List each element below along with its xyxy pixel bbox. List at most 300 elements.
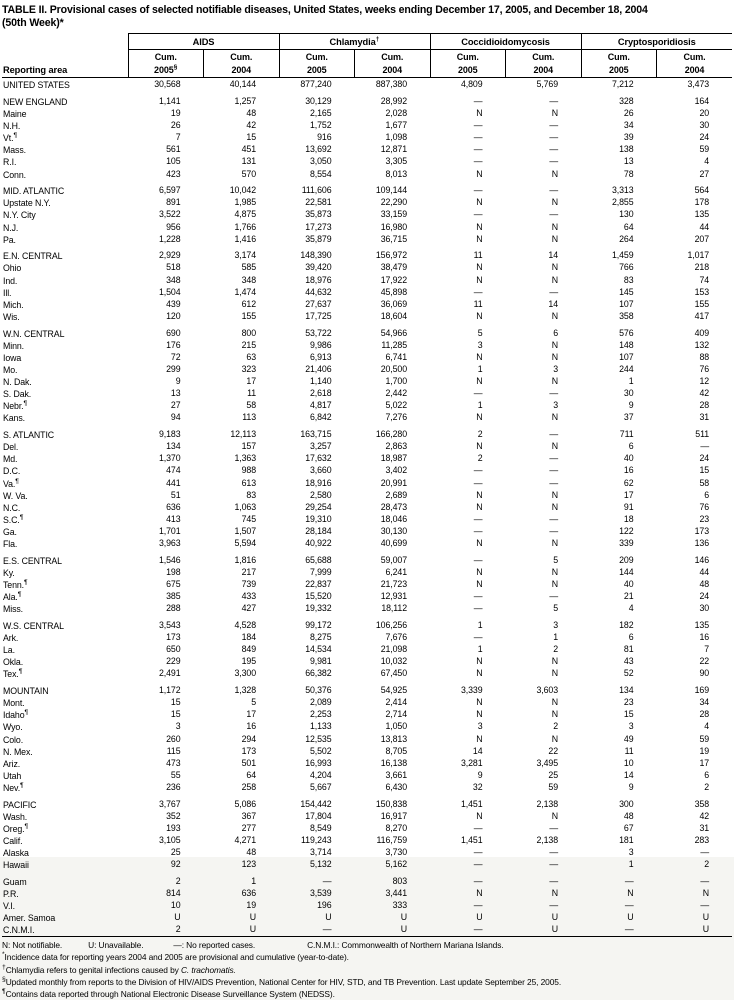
value-cell: 8,549 [309, 822, 332, 833]
value-cell: N [476, 538, 483, 549]
table-row [2, 375, 732, 387]
value-cell: 42 [699, 388, 710, 399]
value-cell: 3 [477, 721, 483, 732]
value-cell: — [473, 95, 483, 106]
value-cell: 2 [477, 453, 483, 464]
value-cell: 15,520 [305, 591, 332, 602]
reporting-area-name: E.N. CENTRAL [3, 251, 63, 262]
reporting-area-cell [2, 184, 128, 196]
value-cell: 20 [699, 107, 710, 118]
value-cell: 17,632 [305, 453, 332, 464]
value-cell: 195 [241, 656, 256, 667]
value-cell: 3,339 [460, 685, 483, 696]
legend-item: U: Unavailable. [88, 939, 144, 950]
value-cell: 22,290 [380, 197, 407, 208]
footnote-symbol: * [2, 951, 5, 959]
value-cell: 65,688 [305, 554, 332, 565]
value-cell: 3 [553, 619, 559, 630]
reporting-area-cell [2, 667, 128, 679]
value-cell: — [473, 900, 483, 911]
value-cell: 570 [241, 168, 256, 179]
value-cell: 9,183 [158, 429, 181, 440]
value-cell: 178 [694, 197, 710, 208]
reporting-area-cell [2, 208, 128, 220]
value-cell: 17 [623, 489, 634, 500]
value-cell: 2,138 [536, 798, 559, 809]
footnote-marker: § [173, 63, 178, 71]
value-cell: 67 [623, 822, 634, 833]
reporting-area-cell [2, 810, 128, 822]
legend-line [2, 940, 732, 951]
value-cell: N [551, 697, 559, 708]
value-cell: 154,442 [300, 798, 332, 809]
value-cell: 6,842 [309, 412, 332, 423]
value-cell: 636 [241, 888, 256, 899]
value-cell: 518 [166, 262, 181, 273]
value-cell: N [551, 274, 559, 285]
reporting-area-cell [2, 769, 128, 781]
value-cell: 109,144 [375, 185, 407, 196]
table-header [2, 34, 732, 78]
value-cell: 166,280 [375, 429, 407, 440]
value-cell: 1,257 [234, 95, 256, 106]
table-row [2, 720, 732, 732]
value-cell: 207 [694, 233, 710, 244]
reporting-area-name: Ga. [3, 526, 17, 537]
value-cell: 13,813 [380, 733, 407, 744]
table-row [2, 834, 732, 846]
value-cell: 1,451 [460, 798, 483, 809]
value-cell: 849 [241, 644, 256, 655]
value-cell: 54,966 [380, 327, 407, 338]
value-cell: N [476, 441, 483, 452]
table-row [2, 78, 732, 91]
table-row [2, 95, 732, 107]
table-row [2, 810, 732, 822]
reporting-area-name: Nev. [3, 782, 21, 793]
reporting-area-name: Oreg. [3, 823, 25, 834]
table-row [2, 286, 732, 298]
value-cell: 5 [553, 554, 559, 565]
value-cell: N [476, 810, 483, 821]
value-cell: 1,098 [385, 132, 407, 143]
table-row [2, 261, 732, 273]
value-cell: 49 [623, 733, 634, 744]
value-cell: 427 [241, 603, 256, 614]
value-cell: U [400, 924, 407, 935]
title-line-1: TABLE II. Provisional cases of selected notifiable diseases, United States, weeks ending December 17, 2005, and December 18, 2004 [2, 4, 648, 16]
value-cell: N [551, 733, 559, 744]
value-cell: 18,604 [380, 310, 407, 321]
value-cell: 37 [623, 412, 634, 423]
value-cell: 130 [619, 209, 634, 220]
value-cell: 14 [548, 298, 559, 309]
value-cell: 134 [619, 685, 634, 696]
value-cell: — [549, 526, 559, 537]
reporting-area-cell [2, 411, 128, 423]
reporting-area-cell [2, 489, 128, 501]
value-cell: 2 [175, 924, 181, 935]
value-cell: 51 [170, 489, 181, 500]
value-cell: 31 [699, 412, 710, 423]
value-cell: 27 [699, 168, 710, 179]
value-cell: 323 [241, 363, 256, 374]
value-cell: 88 [699, 351, 710, 362]
value-cell: 3,603 [536, 685, 559, 696]
value-cell: 173 [241, 745, 256, 756]
value-cell: N [476, 376, 483, 387]
value-cell: 20,500 [380, 363, 407, 374]
value-cell: 3,495 [536, 757, 559, 768]
value-cell: 6,241 [385, 566, 407, 577]
value-cell: 123 [241, 859, 256, 870]
value-cell: 3,473 [687, 79, 710, 90]
value-cell: 40 [623, 453, 634, 464]
value-cell: 10 [623, 757, 634, 768]
value-cell: 107 [619, 298, 634, 309]
value-cell: N [476, 310, 483, 321]
reporting-area-cell [2, 899, 128, 911]
value-cell: 612 [241, 298, 256, 309]
value-cell: 433 [241, 591, 256, 602]
value-cell: 16 [699, 632, 710, 643]
table-row [2, 399, 732, 411]
reporting-area-cell [2, 399, 128, 411]
value-cell: 5,086 [234, 798, 256, 809]
value-cell: — [549, 209, 559, 220]
value-cell: 28,184 [305, 526, 332, 537]
value-cell: 217 [241, 566, 256, 577]
value-cell: N [551, 668, 559, 679]
value-cell: 11 [473, 250, 483, 261]
table-row [2, 875, 732, 887]
value-cell: 31 [699, 822, 710, 833]
value-cell: 28,473 [380, 501, 407, 512]
table-row [2, 513, 732, 525]
value-cell: 107 [619, 351, 634, 362]
footnote-text: Chlamydia refers to genital infections caused by [5, 964, 181, 975]
value-cell: 62 [623, 477, 634, 488]
value-cell: 3,661 [385, 769, 407, 780]
reporting-area-name: Upstate N.Y. [3, 198, 51, 209]
disease-group-header [581, 34, 732, 50]
value-cell: 348 [241, 274, 256, 285]
reporting-area-cell [2, 233, 128, 245]
value-cell: 8,554 [309, 168, 332, 179]
value-cell: 1,363 [234, 453, 256, 464]
column-header-top: Cum. [532, 52, 555, 63]
value-cell: 887,380 [375, 79, 407, 90]
column-header-year: 2005 [457, 64, 478, 75]
value-cell: 27,637 [305, 298, 332, 309]
value-cell: — [473, 120, 483, 131]
value-cell: 76 [699, 363, 710, 374]
value-cell: 18,916 [305, 477, 332, 488]
value-cell: N [551, 538, 559, 549]
reporting-area-name: R.I. [3, 157, 17, 168]
value-cell: 35,879 [305, 233, 332, 244]
value-cell: 135 [694, 209, 710, 220]
value-cell: 1,050 [385, 721, 407, 732]
reporting-area-name: Guam [3, 876, 27, 887]
value-cell: N [551, 310, 559, 321]
column-header-year: 2004 [382, 64, 403, 75]
reporting-area-name: Del. [3, 442, 19, 453]
reporting-area-name: Tex. [3, 669, 19, 680]
value-cell: 15 [246, 132, 256, 143]
value-cell: 745 [241, 513, 256, 524]
value-cell: 52 [623, 668, 634, 679]
cumulative-column-header [657, 50, 733, 78]
value-cell: N [476, 668, 483, 679]
value-cell: 72 [170, 351, 181, 362]
value-cell: 3,730 [385, 847, 407, 858]
footnote-marker: ¶ [13, 132, 18, 140]
value-cell: 1,752 [309, 120, 332, 131]
table-body [2, 78, 732, 936]
value-cell: 115 [166, 745, 181, 756]
value-cell: 2,414 [385, 697, 407, 708]
value-cell: 800 [241, 327, 256, 338]
value-cell: 38,479 [380, 262, 407, 273]
value-cell: — [473, 632, 483, 643]
reporting-area-cell [2, 875, 128, 887]
table-row [2, 846, 732, 858]
footnote-marker: ¶ [15, 477, 19, 485]
value-cell: 441 [166, 477, 181, 488]
reporting-area-cell [2, 440, 128, 452]
value-cell: N [476, 501, 483, 512]
value-cell: U [325, 912, 332, 923]
value-cell: 34 [699, 697, 710, 708]
disease-group-header [279, 34, 430, 50]
disease-group-label: Cryptosporidiosis [617, 37, 696, 48]
value-cell: 1,416 [234, 233, 256, 244]
value-cell: 74 [699, 274, 710, 285]
value-cell: 1,507 [234, 526, 256, 537]
value-cell: N [551, 412, 559, 423]
value-cell: 15 [170, 709, 181, 720]
column-header-year: 2004 [684, 64, 705, 75]
value-cell: — [624, 924, 634, 935]
reporting-area-name: Mo. [3, 364, 18, 375]
value-cell: 29,254 [305, 501, 332, 512]
reporting-area-name: W.N. CENTRAL [3, 328, 65, 339]
value-cell: N [551, 221, 559, 232]
value-cell: 2,929 [158, 250, 181, 261]
table-row [2, 525, 732, 537]
column-header-row [2, 50, 732, 78]
reporting-area-name: S.C. [3, 514, 20, 525]
value-cell: N [551, 262, 559, 273]
footnote-note [2, 975, 732, 987]
table-row [2, 667, 732, 679]
value-cell: 48 [623, 810, 634, 821]
reporting-area-name: PACIFIC [3, 799, 37, 810]
value-cell: — [473, 822, 483, 833]
value-cell: — [700, 847, 710, 858]
value-cell: N [551, 501, 559, 512]
reporting-area-cell [2, 375, 128, 387]
value-cell: 6,741 [385, 351, 407, 362]
reporting-area-name: Va. [3, 478, 16, 489]
value-cell: 3,257 [309, 441, 332, 452]
value-cell: 17 [246, 376, 256, 387]
reporting-area-name: D.C. [3, 466, 21, 477]
notifiable-diseases-table [2, 33, 732, 936]
reporting-area-cell [2, 554, 128, 566]
value-cell: 11 [624, 745, 634, 756]
value-cell: 2,165 [309, 107, 332, 118]
value-cell: N [476, 221, 483, 232]
column-header-top: Cum. [154, 52, 177, 63]
value-cell: 50,376 [305, 685, 332, 696]
reporting-area-name: Ala. [3, 592, 18, 603]
footnote-text: Contains data reported through National Electronic Disease Surveillance System (NEDSS). [5, 989, 335, 1000]
reporting-area-name: P.R. [3, 888, 19, 899]
reporting-area-name: Idaho [3, 710, 25, 721]
value-cell: 21,723 [380, 579, 407, 590]
value-cell: 1,228 [158, 233, 181, 244]
value-cell: 40,144 [229, 79, 256, 90]
value-cell: 8,013 [385, 168, 407, 179]
value-cell: N [551, 168, 559, 179]
table-row [2, 923, 732, 936]
reporting-area-cell [2, 501, 128, 513]
value-cell: N [476, 566, 483, 577]
value-cell: 105 [166, 156, 181, 167]
reporting-area-cell [2, 155, 128, 167]
value-cell: 585 [241, 262, 256, 273]
table-row [2, 501, 732, 513]
value-cell: 116,759 [376, 835, 407, 846]
value-cell: 3 [553, 400, 559, 411]
value-cell: 119,243 [301, 835, 332, 846]
reporting-area-cell [2, 452, 128, 464]
value-cell: 136 [694, 538, 710, 549]
value-cell: 1,063 [234, 501, 256, 512]
value-cell: 6 [553, 327, 559, 338]
value-cell: — [549, 95, 559, 106]
value-cell: N [551, 351, 559, 362]
value-cell: 40,699 [380, 538, 407, 549]
value-cell: 155 [241, 310, 256, 321]
reporting-area-name: N.C. [3, 502, 21, 513]
value-cell: 17,922 [380, 274, 407, 285]
value-cell: 4,809 [460, 79, 483, 90]
reporting-area-name: N.Y. City [3, 210, 36, 221]
value-cell: N [476, 888, 483, 899]
reporting-area-cell [2, 274, 128, 286]
value-cell: 1,017 [687, 250, 710, 261]
value-cell: 2,689 [385, 489, 407, 500]
value-cell: 1 [251, 875, 256, 886]
value-cell: — [473, 388, 483, 399]
value-cell: 5,667 [309, 782, 332, 793]
value-cell: 1,474 [234, 286, 256, 297]
value-cell: N [476, 107, 483, 118]
value-cell: 182 [619, 619, 634, 630]
value-cell: 35,873 [305, 209, 332, 220]
value-cell: N [476, 412, 483, 423]
reporting-area-name: C.N.M.I. [3, 925, 35, 936]
footnotes [2, 940, 732, 1000]
value-cell: 40,922 [305, 538, 332, 549]
value-cell: 5,132 [309, 859, 332, 870]
value-cell: U [551, 912, 559, 923]
value-cell: 1,985 [234, 197, 256, 208]
value-cell: 25 [548, 769, 559, 780]
column-header-year: 2004 [231, 64, 252, 75]
value-cell: 14,534 [305, 644, 332, 655]
value-cell: 413 [166, 513, 181, 524]
value-cell: 59 [699, 733, 710, 744]
reporting-area-cell [2, 339, 128, 351]
value-cell: 176 [166, 339, 181, 350]
value-cell: 22 [699, 656, 710, 667]
footnote-symbol: ¶ [2, 988, 6, 996]
value-cell: N [551, 107, 559, 118]
value-cell: 24 [699, 453, 710, 464]
value-cell: 258 [241, 782, 256, 793]
table-row [2, 590, 732, 602]
value-cell: 10,032 [380, 656, 407, 667]
value-cell: 9,981 [309, 656, 332, 667]
reporting-area-name: V.I. [3, 901, 15, 912]
value-cell: 13 [170, 388, 181, 399]
value-cell: — [473, 859, 483, 870]
value-cell: 367 [241, 810, 256, 821]
value-cell: 7,276 [385, 412, 407, 423]
table-row [2, 733, 732, 745]
value-cell: 3,050 [309, 156, 332, 167]
value-cell: 236 [166, 782, 181, 793]
reporting-area-cell [2, 781, 128, 793]
reporting-area-cell [2, 733, 128, 745]
value-cell: 2,863 [385, 441, 407, 452]
value-cell: 15 [699, 465, 710, 476]
value-cell: 264 [619, 233, 634, 244]
value-cell: N [551, 197, 559, 208]
value-cell: 120 [166, 310, 181, 321]
table-row [2, 769, 732, 781]
footnote-note [2, 963, 732, 975]
value-cell: 6 [704, 489, 710, 500]
value-cell: 6 [704, 769, 710, 780]
reporting-area-cell [2, 566, 128, 578]
table-row [2, 566, 732, 578]
value-cell: 501 [241, 757, 256, 768]
reporting-area-name: Ill. [3, 287, 12, 298]
reporting-area-cell [2, 745, 128, 757]
value-cell: N [476, 489, 483, 500]
value-cell: 511 [695, 429, 710, 440]
reporting-area-cell [2, 602, 128, 614]
reporting-area-cell [2, 327, 128, 339]
value-cell: 8,705 [385, 745, 407, 756]
value-cell: 5,594 [234, 538, 256, 549]
value-cell: 21,406 [305, 363, 332, 374]
value-cell: 30 [623, 388, 634, 399]
table-row [2, 655, 732, 667]
value-cell: 2 [175, 875, 181, 886]
value-cell: 1,370 [158, 453, 181, 464]
value-cell: 1,172 [158, 685, 181, 696]
table-row [2, 363, 732, 375]
value-cell: 2,855 [612, 197, 634, 208]
reporting-area-cell [2, 131, 128, 143]
value-cell: 67,450 [380, 668, 407, 679]
